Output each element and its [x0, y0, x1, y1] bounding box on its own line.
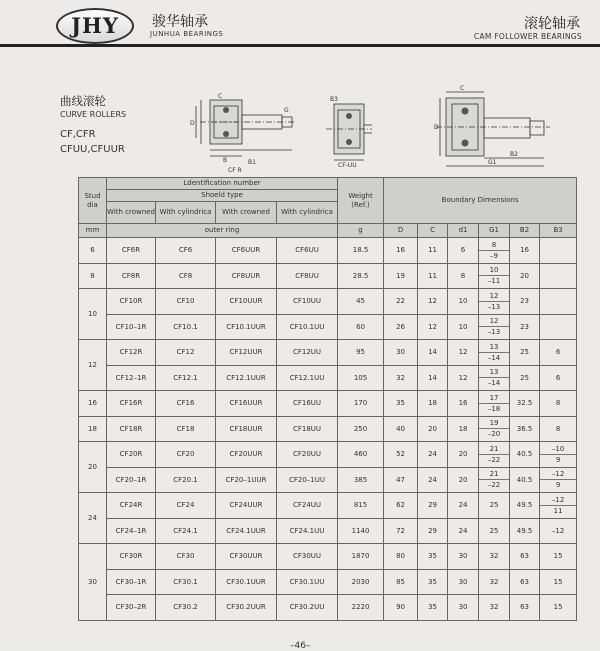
dim-b3-cell: 15 — [540, 544, 577, 570]
table-row — [79, 493, 577, 519]
header-with-crowned-1: With crowned — [107, 202, 156, 224]
part-shield-crowned: CF10.1UUR — [216, 314, 277, 340]
dim-g1-cell — [479, 442, 510, 468]
part-shield-cylindrica: CF18UU — [277, 416, 338, 442]
dim-b2-cell: 23 — [510, 289, 540, 315]
header-with-cylindrica-1: With cylindrica — [156, 202, 216, 224]
dim-g1-cell-lower: –14 — [487, 353, 501, 362]
part-shield-cylindrica: CF6UU — [277, 238, 338, 264]
table-row — [79, 314, 577, 340]
dim-g1-cell-lower: –9 — [490, 251, 499, 260]
table-header — [79, 178, 577, 238]
part-with-crowned: CF12–1R — [107, 365, 156, 391]
dim-g1-cell-upper: 12 — [479, 316, 509, 327]
dim-c-cell: 24 — [418, 442, 448, 468]
weight-cell: 2220 — [338, 595, 384, 621]
dim-c-cell: 24 — [418, 467, 448, 493]
section-title-cn: 曲线滚轮 — [60, 94, 106, 108]
dim-d1-cell: 6 — [448, 238, 479, 264]
label-d-2: D — [434, 124, 439, 131]
part-shield-crowned: CF10UUR — [216, 289, 277, 315]
table-row — [79, 391, 577, 417]
header-outer-ring: outer ring — [107, 224, 338, 238]
part-with-crowned: CF16R — [107, 391, 156, 417]
dim-b3-cell: 8 — [540, 391, 577, 417]
dim-d-cell: 16 — [384, 238, 418, 264]
part-shield-cylindrica: CF10.1UU — [277, 314, 338, 340]
header-col-b3: B3 — [540, 224, 577, 238]
header-col-c: C — [418, 224, 448, 238]
stud-dia-cell: 18 — [79, 416, 107, 442]
dim-g1-cell — [479, 340, 510, 366]
dim-g1-cell — [479, 263, 510, 289]
part-shield-cylindrica: CF16UU — [277, 391, 338, 417]
technical-drawings — [0, 0, 600, 175]
dim-d-cell: 47 — [384, 467, 418, 493]
header-stud-dia: Stud dia — [79, 178, 107, 224]
part-shield-crowned: CF24UUR — [216, 493, 277, 519]
part-shield-cylindrica: CF24UU — [277, 493, 338, 519]
dim-g1-cell-upper: 12 — [479, 291, 509, 302]
weight-cell: 28.5 — [338, 263, 384, 289]
dim-d1-cell: 30 — [448, 544, 479, 570]
dim-g1-cell-upper: 21 — [479, 469, 509, 480]
dim-d-cell: 80 — [384, 544, 418, 570]
part-shield-crowned: CF8UUR — [216, 263, 277, 289]
dim-b2-cell: 63 — [510, 569, 540, 595]
series-names-1: CF,CFR — [60, 129, 96, 140]
part-shield-cylindrica: CF12.1UU — [277, 365, 338, 391]
part-with-cylindrica: CF16 — [156, 391, 216, 417]
dim-c-cell: 12 — [418, 289, 448, 315]
dim-b2-cell: 63 — [510, 595, 540, 621]
header-boundary: Boundary Dimensions — [384, 178, 577, 224]
weight-cell: 105 — [338, 365, 384, 391]
part-with-cylindrica: CF30.2 — [156, 595, 216, 621]
table-row — [79, 416, 577, 442]
weight-cell: 815 — [338, 493, 384, 519]
dim-g1-cell-upper: 13 — [479, 342, 509, 353]
part-with-cylindrica: CF8 — [156, 263, 216, 289]
part-with-cylindrica: CF20 — [156, 442, 216, 468]
dim-b2-cell: 16 — [510, 238, 540, 264]
stud-dia-cell: 24 — [79, 493, 107, 544]
page-title-cn: 滚轮轴承 — [524, 16, 580, 32]
dim-g1-cell: 32 — [479, 595, 510, 621]
table-row — [79, 569, 577, 595]
part-shield-crowned: CF6UUR — [216, 238, 277, 264]
part-shield-crowned: CF30.1UUR — [216, 569, 277, 595]
dim-b2-cell: 25 — [510, 340, 540, 366]
header-col-d: D — [384, 224, 418, 238]
dim-d-cell: 35 — [384, 391, 418, 417]
dim-g1-cell-upper: 13 — [479, 367, 509, 378]
part-shield-crowned: CF12UUR — [216, 340, 277, 366]
dim-g1-cell-upper: 10 — [479, 265, 509, 276]
dim-b2-cell: 36.5 — [510, 416, 540, 442]
part-with-crowned: CF12R — [107, 340, 156, 366]
dim-g1-cell-upper: 19 — [479, 418, 509, 429]
dim-d-cell: 52 — [384, 442, 418, 468]
brand-name-cn: 骏华轴承 — [152, 14, 208, 30]
dim-c-cell: 11 — [418, 238, 448, 264]
dim-c-cell: 35 — [418, 569, 448, 595]
part-with-cylindrica: CF24.1 — [156, 518, 216, 544]
part-shield-crowned: CF30.2UUR — [216, 595, 277, 621]
dim-g1-cell — [479, 314, 510, 340]
drawing-caption-cf-uu: CF-UU — [338, 162, 357, 169]
dim-g1-cell-lower: –20 — [487, 430, 501, 439]
part-with-crowned: CF24–1R — [107, 518, 156, 544]
dim-b3-cell-upper: –12 — [540, 495, 576, 506]
dim-b3-cell-lower: 9 — [555, 455, 561, 464]
dim-d1-cell: 18 — [448, 416, 479, 442]
part-shield-crowned: CF20–1UUR — [216, 467, 277, 493]
dim-b3-cell: 8 — [540, 416, 577, 442]
weight-cell: 1870 — [338, 544, 384, 570]
label-b2: B2 — [510, 151, 518, 158]
part-with-cylindrica: CF30 — [156, 544, 216, 570]
dim-g1-cell-lower: –11 — [487, 277, 501, 286]
dim-d-cell: 40 — [384, 416, 418, 442]
dim-c-cell: 35 — [418, 595, 448, 621]
header-col-d1: d1 — [448, 224, 479, 238]
stud-dia-cell: 8 — [79, 263, 107, 289]
page-title-en: CAM FOLLOWER BEARINGS — [473, 32, 582, 41]
dim-g1-cell — [479, 289, 510, 315]
dim-c-cell: 14 — [418, 365, 448, 391]
weight-cell: 18.5 — [338, 238, 384, 264]
dim-b3-cell: 15 — [540, 569, 577, 595]
dim-c-cell: 29 — [418, 518, 448, 544]
dim-d1-cell: 8 — [448, 263, 479, 289]
dim-g1-cell-lower: –14 — [487, 379, 501, 388]
table-row — [79, 544, 577, 570]
part-with-crowned: CF30–1R — [107, 569, 156, 595]
dim-d1-cell: 10 — [448, 289, 479, 315]
dim-g1-cell-lower: –22 — [487, 481, 501, 490]
part-shield-cylindrica: CF30.1UU — [277, 569, 338, 595]
label-d: D — [190, 120, 195, 127]
dim-b2-cell: 23 — [510, 314, 540, 340]
dim-c-cell: 18 — [418, 391, 448, 417]
part-with-crowned: CF30–2R — [107, 595, 156, 621]
dim-d-cell: 22 — [384, 289, 418, 315]
label-b1: B1 — [248, 159, 256, 166]
part-shield-crowned: CF30UUR — [216, 544, 277, 570]
dim-g1-cell-lower: –18 — [487, 404, 501, 413]
drawing-cf-uu — [326, 104, 372, 160]
label-c-2: C — [460, 85, 465, 92]
dim-g1-cell — [479, 238, 510, 264]
part-with-crowned: CF10R — [107, 289, 156, 315]
dim-c-cell: 14 — [418, 340, 448, 366]
header-col-g1: G1 — [479, 224, 510, 238]
dim-d1-cell: 10 — [448, 314, 479, 340]
dim-b2-cell: 20 — [510, 263, 540, 289]
dim-d1-cell: 16 — [448, 391, 479, 417]
dim-d1-cell: 12 — [448, 365, 479, 391]
dim-b3-cell — [540, 289, 577, 315]
part-shield-cylindrica: CF30UU — [277, 544, 338, 570]
dim-c-cell: 11 — [418, 263, 448, 289]
part-with-cylindrica: CF24 — [156, 493, 216, 519]
page-number: –46– — [290, 641, 311, 651]
table-body — [79, 238, 577, 621]
dim-g1-cell: 25 — [479, 518, 510, 544]
header-identification: Ldentification number — [107, 178, 338, 190]
dim-c-cell: 29 — [418, 493, 448, 519]
dim-d-cell: 62 — [384, 493, 418, 519]
dim-b2-cell: 49.5 — [510, 493, 540, 519]
dim-c-cell: 20 — [418, 416, 448, 442]
header-col-b2: B2 — [510, 224, 540, 238]
dim-b2-cell: 25 — [510, 365, 540, 391]
dim-g1-cell-upper: 8 — [479, 240, 509, 251]
dim-d-cell: 30 — [384, 340, 418, 366]
dim-g1-cell — [479, 391, 510, 417]
part-with-cylindrica: CF12 — [156, 340, 216, 366]
part-with-crowned: CF10–1R — [107, 314, 156, 340]
dim-g1-cell — [479, 416, 510, 442]
part-shield-crowned: CF12.1UUR — [216, 365, 277, 391]
stud-dia-cell: 16 — [79, 391, 107, 417]
part-shield-cylindrica: CF20–1UU — [277, 467, 338, 493]
part-shield-cylindrica: CF30.2UU — [277, 595, 338, 621]
label-g1: G1 — [488, 159, 497, 166]
table-row — [79, 442, 577, 468]
dim-g1-cell: 32 — [479, 544, 510, 570]
stud-dia-cell: 6 — [79, 238, 107, 264]
part-with-crowned: CF30R — [107, 544, 156, 570]
header-stud-unit: mm — [79, 224, 107, 238]
table-row — [79, 238, 577, 264]
part-with-cylindrica: CF12.1 — [156, 365, 216, 391]
series-names-2: CFUU,CFUUR — [60, 144, 125, 155]
weight-cell: 45 — [338, 289, 384, 315]
label-c: C — [218, 93, 223, 100]
dim-d-cell: 19 — [384, 263, 418, 289]
dim-b3-cell-lower: 11 — [553, 506, 563, 515]
dim-d-cell: 26 — [384, 314, 418, 340]
dim-b2-cell: 32.5 — [510, 391, 540, 417]
stud-dia-cell: 30 — [79, 544, 107, 621]
table-row — [79, 518, 577, 544]
weight-cell: 2030 — [338, 569, 384, 595]
table-row — [79, 467, 577, 493]
part-shield-cylindrica: CF10UU — [277, 289, 338, 315]
dim-d1-cell: 30 — [448, 595, 479, 621]
dim-b3-cell — [540, 238, 577, 264]
part-with-cylindrica: CF10 — [156, 289, 216, 315]
part-shield-cylindrica: CF12UU — [277, 340, 338, 366]
dim-b2-cell: 49.5 — [510, 518, 540, 544]
dim-d1-cell: 24 — [448, 518, 479, 544]
part-with-cylindrica: CF30.1 — [156, 569, 216, 595]
dim-b2-cell: 40.5 — [510, 442, 540, 468]
dim-b2-cell: 40.5 — [510, 467, 540, 493]
part-with-cylindrica: CF18 — [156, 416, 216, 442]
dim-b3-cell — [540, 442, 577, 468]
dim-g1-cell-lower: –13 — [487, 328, 501, 337]
part-shield-cylindrica: CF8UU — [277, 263, 338, 289]
dim-d1-cell: 24 — [448, 493, 479, 519]
header-with-cylindrica-2: With cylindrica — [277, 202, 338, 224]
stud-dia-cell: 10 — [79, 289, 107, 340]
weight-cell: 60 — [338, 314, 384, 340]
dim-b3-cell: 6 — [540, 340, 577, 366]
label-g: G — [284, 107, 289, 114]
part-with-crowned: CF24R — [107, 493, 156, 519]
stud-dia-cell: 12 — [79, 340, 107, 391]
dim-c-cell: 12 — [418, 314, 448, 340]
part-shield-cylindrica: CF24.1UU — [277, 518, 338, 544]
drawing-cam-follower-full — [436, 92, 550, 166]
dim-d1-cell: 20 — [448, 442, 479, 468]
part-with-crowned: CF6R — [107, 238, 156, 264]
part-with-cylindrica: CF6 — [156, 238, 216, 264]
part-shield-cylindrica: CF20UU — [277, 442, 338, 468]
drawing-caption-cf-r: CF R — [228, 167, 242, 174]
dim-g1-cell: 32 — [479, 569, 510, 595]
table-row — [79, 595, 577, 621]
dim-g1-cell-upper: 17 — [479, 393, 509, 404]
table-row — [79, 289, 577, 315]
dim-b3-cell: –12 — [540, 518, 577, 544]
dim-d-cell: 72 — [384, 518, 418, 544]
dim-g1-cell — [479, 365, 510, 391]
dim-d1-cell: 30 — [448, 569, 479, 595]
dim-g1-cell-lower: –13 — [487, 302, 501, 311]
dim-g1-cell — [479, 467, 510, 493]
weight-cell: 170 — [338, 391, 384, 417]
dim-b3-cell — [540, 493, 577, 519]
label-b: B — [223, 157, 228, 164]
specification-table — [78, 177, 577, 621]
dim-d1-cell: 20 — [448, 467, 479, 493]
header-weight: Weight (Ref.) — [338, 178, 384, 224]
table-row — [79, 365, 577, 391]
part-shield-crowned: CF18UUR — [216, 416, 277, 442]
part-with-cylindrica: CF10.1 — [156, 314, 216, 340]
drawing-cf-r — [196, 100, 296, 156]
weight-cell: 385 — [338, 467, 384, 493]
jhy-logo: JHY — [56, 8, 134, 44]
dim-b3-cell-lower: 9 — [555, 481, 561, 490]
label-b3: B3 — [330, 96, 338, 103]
dim-b3-cell: 15 — [540, 595, 577, 621]
part-with-crowned: CF20R — [107, 442, 156, 468]
dim-b2-cell: 63 — [510, 544, 540, 570]
table-row — [79, 263, 577, 289]
part-shield-crowned: CF16UUR — [216, 391, 277, 417]
part-with-crowned: CF20–1R — [107, 467, 156, 493]
brand-name-en: JUNHUA BEARINGS — [150, 30, 224, 38]
dim-d-cell: 85 — [384, 569, 418, 595]
dim-b3-cell — [540, 263, 577, 289]
dim-b3-cell — [540, 467, 577, 493]
dim-b3-cell: 6 — [540, 365, 577, 391]
dim-d1-cell: 12 — [448, 340, 479, 366]
part-shield-crowned: CF24.1UUR — [216, 518, 277, 544]
part-with-cylindrica: CF20.1 — [156, 467, 216, 493]
weight-cell: 460 — [338, 442, 384, 468]
dim-c-cell: 35 — [418, 544, 448, 570]
dim-g1-cell-lower: –22 — [487, 455, 501, 464]
stud-dia-cell: 20 — [79, 442, 107, 493]
dim-b3-cell — [540, 314, 577, 340]
dim-g1-cell: 25 — [479, 493, 510, 519]
weight-cell: 95 — [338, 340, 384, 366]
weight-cell: 250 — [338, 416, 384, 442]
dim-g1-cell-upper: 21 — [479, 444, 509, 455]
part-with-crowned: CF18R — [107, 416, 156, 442]
header-weight-unit: g — [338, 224, 384, 238]
dim-b3-cell-upper: –12 — [540, 469, 576, 480]
header-with-crowned-2: With crowned — [216, 202, 277, 224]
dim-b3-cell-upper: –10 — [540, 444, 576, 455]
table-row — [79, 340, 577, 366]
dim-d-cell: 32 — [384, 365, 418, 391]
part-shield-crowned: CF20UUR — [216, 442, 277, 468]
weight-cell: 1140 — [338, 518, 384, 544]
section-title-en: CURVE ROLLERS — [60, 110, 127, 119]
dim-d-cell: 90 — [384, 595, 418, 621]
header-shield-type: Shoeld type — [107, 190, 338, 202]
part-with-crowned: CF8R — [107, 263, 156, 289]
